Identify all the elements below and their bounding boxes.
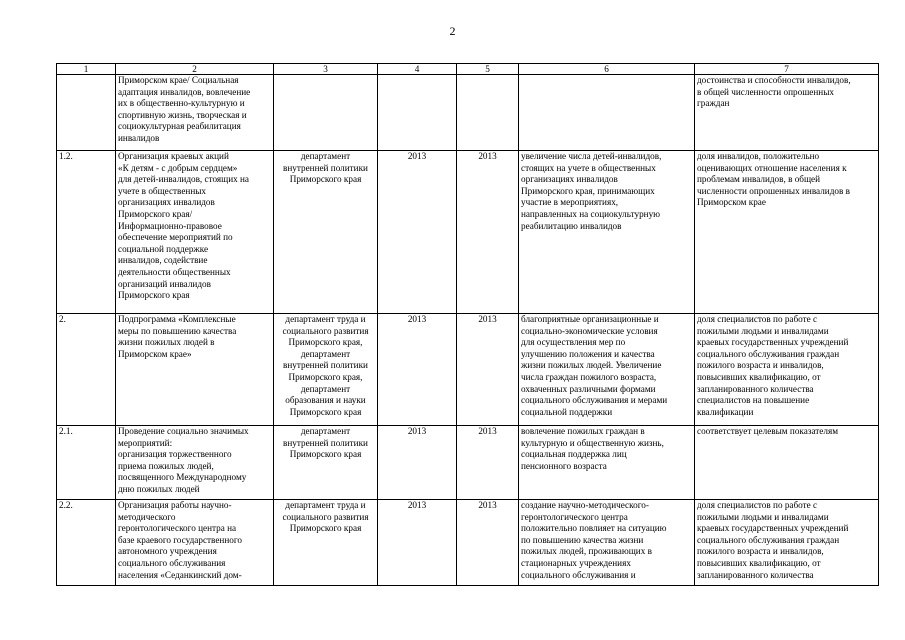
end-year-cell [457, 75, 519, 151]
executor-cell: департамент внутренней политики Приморского края [274, 426, 378, 500]
program-table [56, 63, 879, 586]
measure-name-cell: Приморском крае/ Социальная адаптация инвалидов, вовлечение их в общественно-культурную и спортивную жизнь, творческая и социокультурная реабилитация инвалидов [116, 75, 274, 151]
column-header: 5 [457, 64, 519, 75]
column-header: 1 [57, 64, 116, 75]
row-number-cell: 2.1. [57, 426, 116, 500]
measure-name-cell: Организация краевых акций «К детям - с добрым сердцем» для детей-инвалидов, стоящих на учете в общественных организациях инвалидов Приморского края/ Информационно-правовое обеспечение мероприятий по социальной поддержке инвалидов, содействие деятельности общественных организаций инвалидов Приморского края [116, 151, 274, 314]
row-number-cell [57, 75, 116, 151]
measure-name-cell: Подпрограмма «Комплексные меры по повышению качества жизни пожилых людей в Приморском крае» [116, 314, 274, 426]
table-row [57, 426, 879, 500]
column-header: 4 [378, 64, 457, 75]
row-number-cell: 2. [57, 314, 116, 426]
row-number-cell: 1.2. [57, 151, 116, 314]
column-number-row [57, 64, 879, 75]
column-header: 7 [695, 64, 879, 75]
measure-name-cell: Проведение социально значимых мероприятий: организация торжественного приема пожилых людей, посвященного Международному дню пожилых людей [116, 426, 274, 500]
column-header: 3 [274, 64, 378, 75]
indicator-cell: доля специалистов по работе с пожилыми людьми и инвалидами краевых государственных учреждений социального обслуживания граждан пожилого возраста и инвалидов, повысивших квалификацию, от запланированного количества специалистов на повышение квалификации [695, 314, 879, 426]
expected-result-cell: благоприятные организационные и социально-экономические условия для осуществления мер по улучшению положения и качества жизни пожилых людей. Увеличение числа граждан пожилого возраста, охваченных различными формами социального обслуживания и мерами социальной поддержки [519, 314, 695, 426]
executor-cell: департамент труда и социального развития Приморского края, департамент внутренней политики Приморского края, департамент образования и науки Приморского края [274, 314, 378, 426]
start-year-cell: 2013 [378, 314, 457, 426]
table-row [57, 500, 879, 586]
indicator-cell: доля инвалидов, положительно оценивающих отношение населения к проблемам инвалидов, в общей численности опрошенных инвалидов в Приморском крае [695, 151, 879, 314]
indicator-cell: доля специалистов по работе с пожилыми людьми и инвалидами краевых государственных учреждений социального обслуживания граждан пожилого возраста и инвалидов, повысивших квалификацию, от запланированного количества [695, 500, 879, 586]
start-year-cell: 2013 [378, 426, 457, 500]
executor-cell: департамент труда и социального развития Приморского края [274, 500, 378, 586]
executor-cell: департамент внутренней политики Приморского края [274, 151, 378, 314]
expected-result-cell [519, 75, 695, 151]
start-year-cell: 2013 [378, 500, 457, 586]
expected-result-cell: создание научно-методического- геронтологического центра положительно повлияет на ситуацию по повышению качества жизни пожилых людей, проживающих в стационарных учреждениях социального обслуживания и [519, 500, 695, 586]
indicator-cell: достоинства и способности инвалидов, в общей численности опрошенных граждан [695, 75, 879, 151]
column-header: 6 [519, 64, 695, 75]
expected-result-cell: вовлечение пожилых граждан в культурную и общественную жизнь, социальная поддержка лиц пенсионного возраста [519, 426, 695, 500]
table-row [57, 151, 879, 314]
end-year-cell: 2013 [457, 151, 519, 314]
table-row [57, 75, 879, 151]
end-year-cell: 2013 [457, 426, 519, 500]
page-number: 2 [449, 24, 456, 38]
end-year-cell: 2013 [457, 500, 519, 586]
indicator-cell: соответствует целевым показателям [695, 426, 879, 500]
executor-cell [274, 75, 378, 151]
start-year-cell: 2013 [378, 151, 457, 314]
column-header: 2 [116, 64, 274, 75]
end-year-cell: 2013 [457, 314, 519, 426]
row-number-cell: 2.2. [57, 500, 116, 586]
table-row [57, 314, 879, 426]
start-year-cell [378, 75, 457, 151]
measure-name-cell: Организация работы научно- методического геронтологического центра на базе краевого государственного автономного учреждения социального обслуживания населения «Седанкинский дом- [116, 500, 274, 586]
expected-result-cell: увеличение числа детей-инвалидов, стоящих на учете в общественных организациях инвалидов Приморского края, принимающих участие в мероприятиях, направленных на социокультурную реабилитацию инвалидов [519, 151, 695, 314]
